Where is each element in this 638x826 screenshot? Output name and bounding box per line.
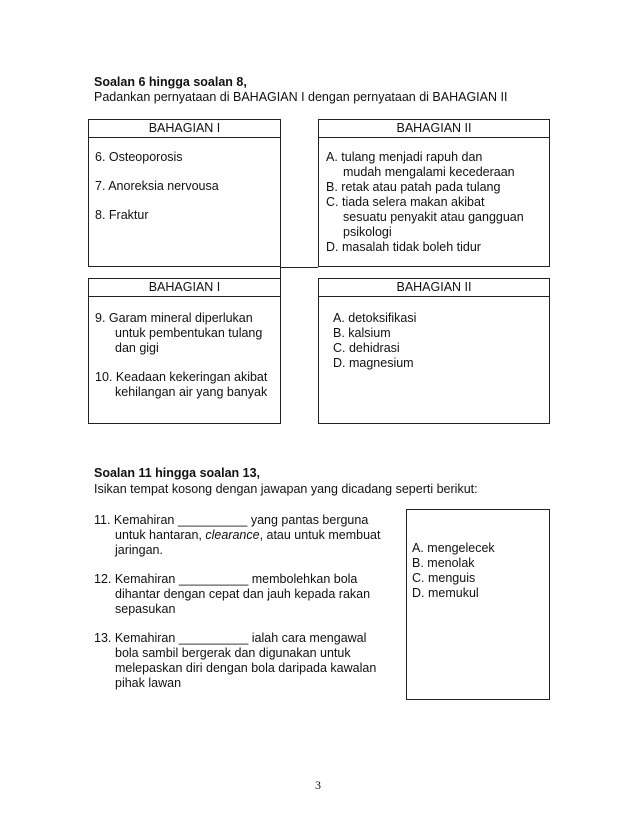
- question-11-italic-term: clearance: [205, 528, 260, 542]
- connector-horizontal: [280, 267, 318, 268]
- match-item-10-line2: kehilangan air yang banyak: [115, 385, 268, 399]
- option-c-line1: C. tiada selera makan akibat: [326, 195, 485, 209]
- option-b: B. retak atau patah pada tulang: [326, 180, 501, 194]
- page-number: 3: [315, 778, 321, 792]
- section1-right-box: [318, 119, 550, 267]
- match-item-9-line1: 9. Garam mineral diperlukan: [95, 311, 253, 325]
- section2-right-box: [318, 278, 550, 424]
- section1-right-header: BAHAGIAN II: [319, 120, 549, 138]
- match-item-10-line1: 10. Keadaan kekeringan akibat: [95, 370, 268, 384]
- answer-option-c: C. menguis: [412, 571, 476, 585]
- question-13-line3: melepaskan diri dengan bola daripada kawalan: [115, 661, 377, 675]
- section2-left-box: [88, 278, 281, 424]
- question-13-line2: bola sambil bergerak dan digunakan untuk: [115, 646, 351, 660]
- answer-option-d: D. memukul: [412, 586, 479, 600]
- option-a-line1: A. tulang menjadi rapuh dan: [326, 150, 483, 164]
- section2-right-header: BAHAGIAN II: [319, 279, 549, 297]
- option-a-line2: mudah mengalami kecederaan: [343, 165, 515, 179]
- section2-left-header: BAHAGIAN I: [89, 279, 280, 297]
- option-d: D. masalah tidak boleh tidur: [326, 240, 481, 254]
- question-11-text-cont: , atau untuk membuat: [259, 528, 381, 542]
- question-11-line3: jaringan.: [115, 543, 163, 557]
- section1-title: Soalan 6 hingga soalan 8,: [94, 75, 247, 89]
- match-item-6: 6. Osteoporosis: [95, 150, 183, 164]
- question-13-line1: 13. Kemahiran __________ ialah cara mengawal: [94, 631, 367, 645]
- question-12-line2: dihantar dengan cepat dan jauh kepada rakan: [115, 587, 371, 601]
- question-12-line3: sepasukan: [115, 602, 176, 616]
- match-item-9-line2: untuk pembentukan tulang: [115, 326, 263, 340]
- section3-title: Soalan 11 hingga soalan 13,: [94, 466, 261, 480]
- section3-instruction: Isikan tempat kosong dengan jawapan yang dicadang seperti berikut:: [94, 482, 478, 496]
- section1-instruction: Padankan pernyataan di BAHAGIAN I dengan pernyataan di BAHAGIAN II: [94, 90, 508, 104]
- match-item-7: 7. Anoreksia nervousa: [95, 179, 219, 193]
- option-d: D. magnesium: [333, 356, 414, 370]
- question-13-line4: pihak lawan: [115, 676, 182, 690]
- match-item-8: 8. Fraktur: [95, 208, 149, 222]
- option-a: A. detoksifikasi: [333, 311, 417, 325]
- option-b: B. kalsium: [333, 326, 391, 340]
- answer-options-box: [406, 509, 550, 700]
- answer-option-a: A. mengelecek: [412, 541, 495, 555]
- option-c-line3: psikologi: [343, 225, 392, 239]
- answer-option-b: B. menolak: [412, 556, 475, 570]
- section1-left-box: [88, 119, 281, 267]
- option-c-line2: sesuatu penyakit atau gangguan: [343, 210, 524, 224]
- question-11-text: untuk hantaran,: [115, 528, 206, 542]
- section1-left-header: BAHAGIAN I: [89, 120, 280, 138]
- question-11-line1: 11. Kemahiran __________ yang pantas berguna: [94, 513, 369, 527]
- question-11-line2: [115, 528, 380, 543]
- option-c: C. dehidrasi: [333, 341, 400, 355]
- match-item-9-line3: dan gigi: [115, 341, 159, 355]
- question-12-line1: 12. Kemahiran __________ membolehkan bola: [94, 572, 358, 586]
